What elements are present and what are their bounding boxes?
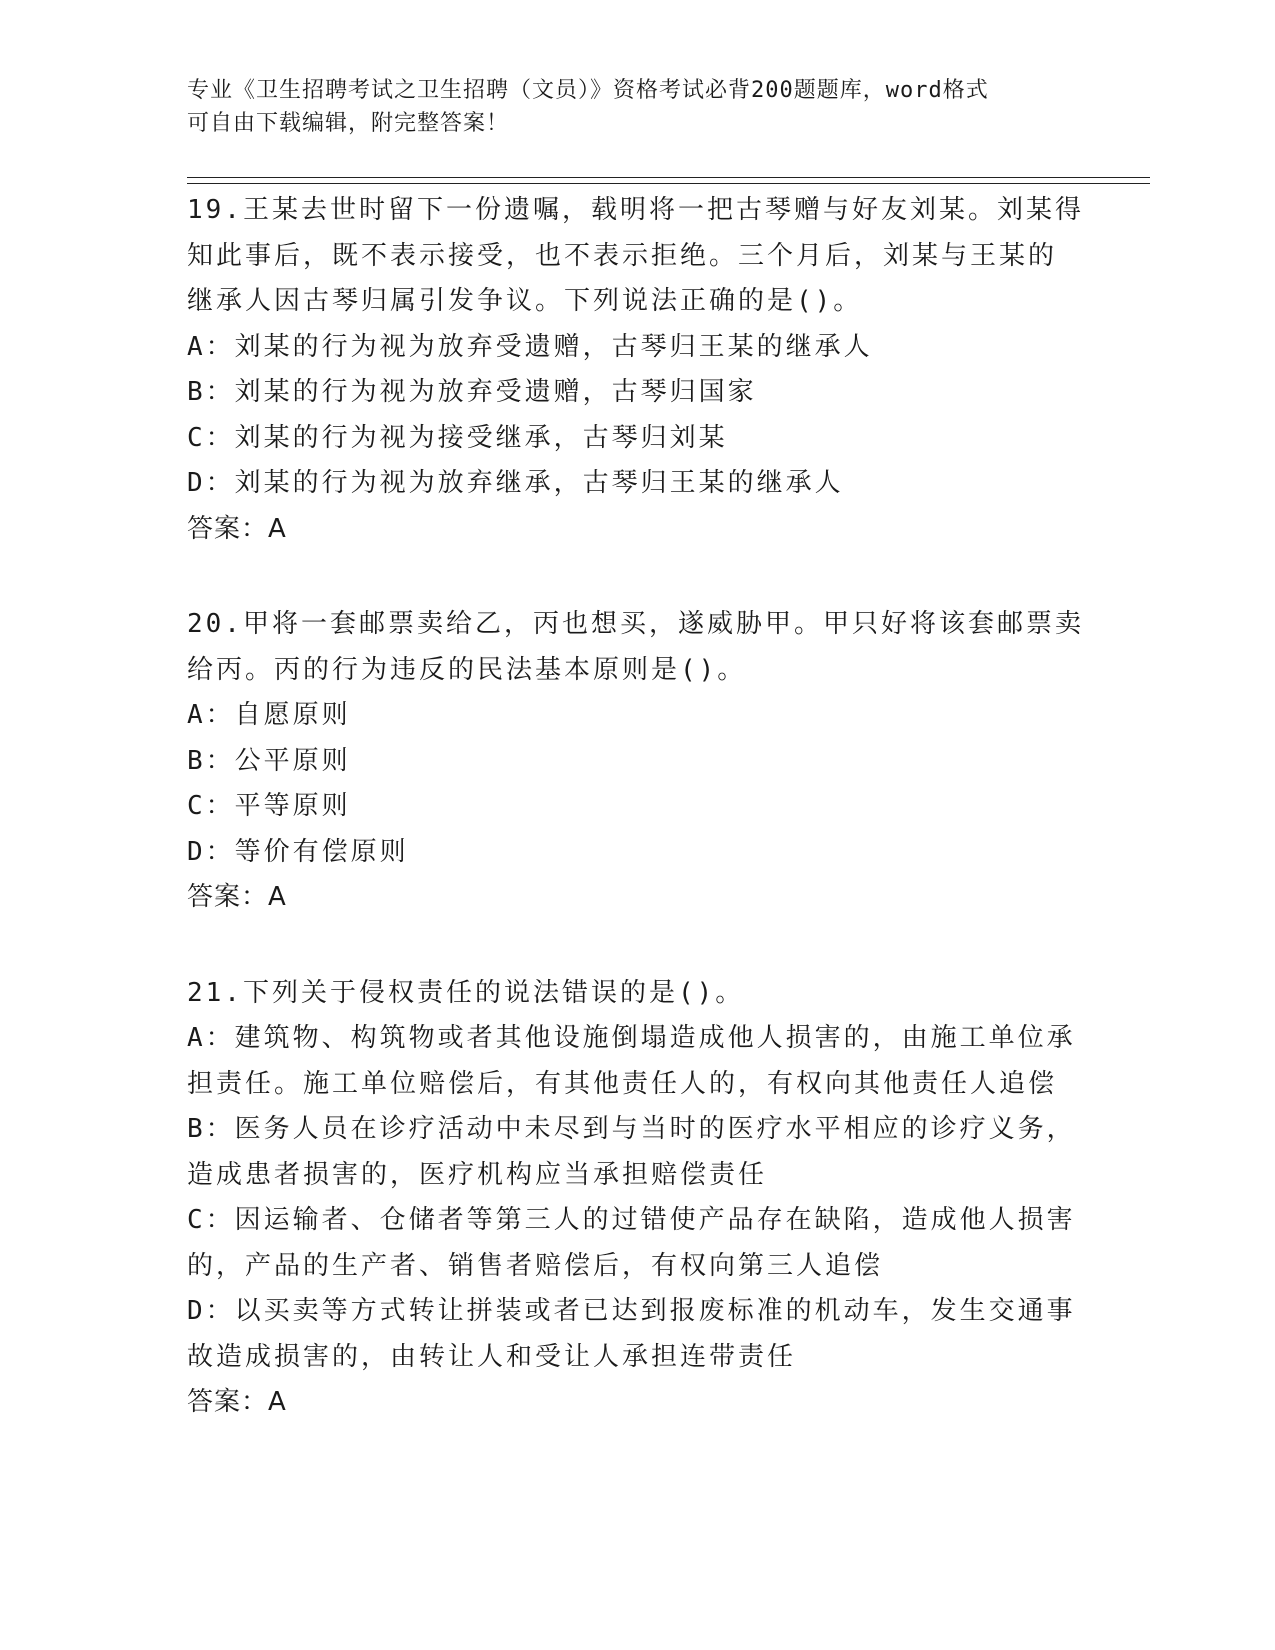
option-b-continued: 造成患者损害的，医疗机构应当承担赔偿责任: [187, 1159, 768, 1190]
option-d-continued: 故造成损害的，由转让人和受让人承担连带责任: [187, 1341, 797, 1372]
document-header: [187, 74, 1077, 140]
answer-line: 答案：A: [187, 513, 287, 544]
option-a: A：建筑物、构筑物或者其他设施倒塌造成他人损害的，由施工单位承: [187, 1023, 1076, 1053]
question-text-line: 知此事后，既不表示接受，也不表示拒绝。三个月后，刘某与王某的: [187, 240, 1058, 271]
option-d: D：刘某的行为视为放弃继承，古琴归王某的继承人: [187, 468, 844, 498]
option-d: D：以买卖等方式转让拼装或者已达到报废标准的机动车，发生交通事: [187, 1296, 1076, 1326]
option-a-continued: 担责任。施工单位赔偿后，有其他责任人的，有权向其他责任人追偿: [187, 1068, 1058, 1099]
answer-line: 答案：A: [187, 1387, 287, 1417]
option-b: B：医务人员在诊疗活动中未尽到与当时的医疗水平相应的诊疗义务，: [187, 1114, 1076, 1144]
option-a: A：自愿原则: [187, 700, 351, 730]
option-d: D：等价有偿原则: [187, 836, 409, 867]
question-text-line: 20.甲将一套邮票卖给乙，丙也想买，遂威胁甲。甲只好将该套邮票卖: [187, 609, 1084, 639]
option-b: B：刘某的行为视为放弃受遗赠，古琴归国家: [187, 377, 757, 407]
answer-line: 答案：A: [187, 882, 287, 912]
question-text-line: 给丙。丙的行为违反的民法基本原则是()。: [187, 654, 747, 685]
question-19: [187, 188, 1087, 552]
question-text-line: 19.王某去世时留下一份遗嘱，载明将一把古琴赠与好友刘某。刘某得: [187, 195, 1084, 225]
option-c-continued: 的，产品的生产者、销售者赔偿后，有权向第三人追偿: [187, 1250, 884, 1281]
question-21: [187, 971, 1087, 1426]
question-text-line: 继承人因古琴归属引发争议。下列说法正确的是()。: [187, 286, 863, 316]
option-c: C：刘某的行为视为接受继承，古琴归刘某: [187, 422, 728, 453]
header-divider-bottom: [187, 183, 1150, 184]
header-line-2: 可自由下载编辑，附完整答案！: [187, 111, 510, 136]
option-b: B：公平原则: [187, 745, 351, 776]
option-c: C：平等原则: [187, 791, 351, 821]
header-divider-top: [187, 177, 1150, 178]
header-line-1: 专业《卫生招聘考试之卫生招聘（文员）》资格考试必背200题题库，word格式: [187, 78, 989, 103]
question-20: [187, 602, 1087, 921]
option-c: C：因运输者、仓储者等第三人的过错使产品存在缺陷，造成他人损害: [187, 1205, 1076, 1235]
option-a: A：刘某的行为视为放弃受遗赠，古琴归王某的继承人: [187, 331, 873, 362]
question-list: [187, 188, 1087, 1476]
question-text-line: 21.下列关于侵权责任的说法错误的是()。: [187, 977, 745, 1008]
